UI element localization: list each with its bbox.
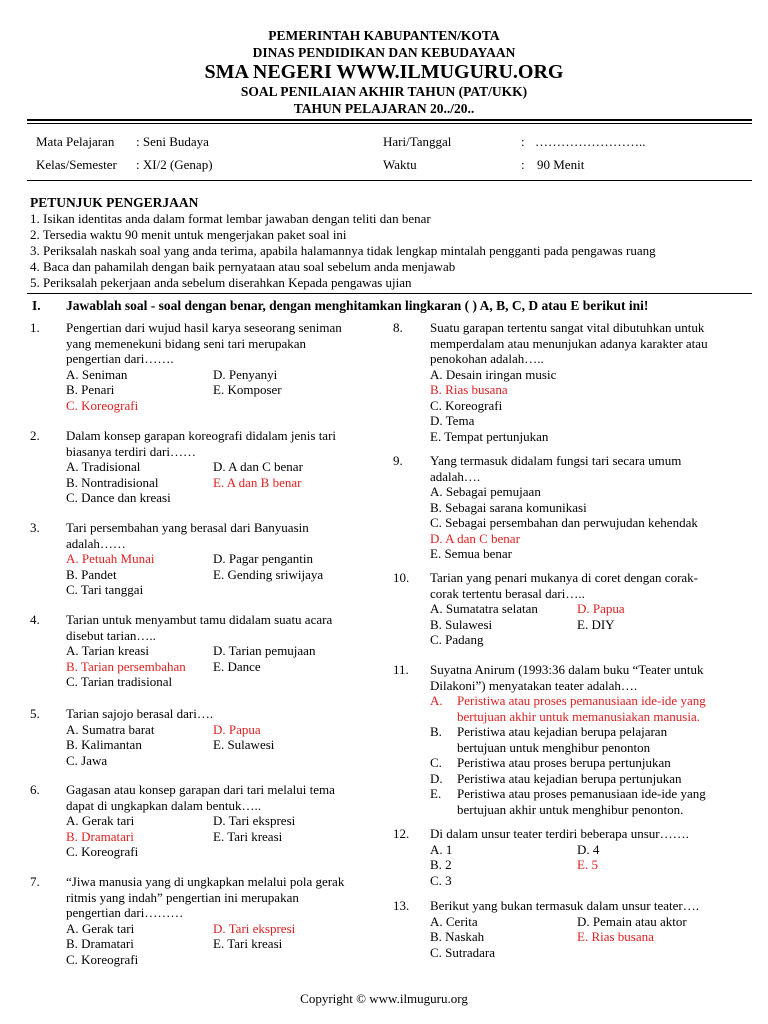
- answer-option: A. Desain iringan music: [430, 366, 557, 382]
- question-text: Gagasan atau konsep garapan dari tari melalui tema: [66, 782, 335, 797]
- day-label: Hari/Tanggal: [383, 134, 452, 149]
- subject-value: : Seni Budaya: [136, 134, 209, 149]
- answer-option: E. Gending sriwijaya: [213, 566, 324, 582]
- header-government: PEMERINTAH KABUPANTEN/KOTA: [268, 28, 500, 43]
- answer-option-text: bertujuan akhir untuk menghibur penonton.: [457, 801, 684, 817]
- answer-option: E. Dance: [213, 658, 261, 674]
- question-text: memperdalam atau menunjukan adanya karakter atau: [430, 335, 708, 351]
- answer-option: A. Seniman: [66, 366, 128, 382]
- answer-option: A. Sebagai pemujaan: [430, 484, 541, 499]
- answer-option: A. Petuah Munai: [66, 551, 155, 566]
- class-label: Kelas/Semester: [36, 157, 117, 172]
- question-text: Pengertian dari wujud hasil karya seseorang seniman: [66, 320, 342, 335]
- answer-option: E. Tari kreasi: [213, 828, 283, 844]
- section-number: I.: [32, 298, 41, 313]
- answer-option: B. Penari: [66, 382, 115, 397]
- answer-option-text: Peristiwa atau kejadian berupa pelajaran: [457, 724, 668, 739]
- question-number: 4.: [30, 612, 40, 627]
- section-title: Jawablah soal - soal dengan benar, dengan menghitamkan lingkaran ( ) A, B, C, D atau E berikut ini!: [66, 298, 649, 313]
- section-rule: [27, 293, 752, 294]
- answer-option: D. Tema: [430, 413, 475, 428]
- answer-option: E. A dan B benar: [213, 474, 302, 490]
- answer-option: B. Nontradisional: [66, 474, 159, 490]
- answer-option-letter: C.: [430, 755, 442, 770]
- answer-option: A. Gerak tari: [66, 920, 135, 936]
- question-text: Suyatna Anirum (1993:36 dalam buku “Teater untuk: [430, 662, 704, 677]
- class-value: : XI/2 (Genap): [136, 157, 213, 172]
- answer-option: C. Dance dan kreasi: [66, 490, 171, 505]
- question-text: Tarian untuk menyambut tamu didalam suatu acara: [66, 612, 333, 627]
- header-school: SMA NEGERI WWW.ILMUGURU.ORG: [204, 61, 564, 83]
- question-number: 3.: [30, 520, 40, 535]
- subject-label: Mata Pelajaran: [36, 134, 115, 149]
- answer-option: D. Papua: [213, 721, 261, 737]
- question-text: Dilakoni”) menyatakan teater adalah….: [430, 677, 638, 693]
- question-text: adalah……: [66, 535, 126, 551]
- day-value: ……………………..: [535, 134, 646, 149]
- question-text: Dalam konsep garapan koreografi didalam jenis tari: [66, 428, 337, 443]
- question-number: 13.: [393, 898, 410, 913]
- answer-option: E. Tempat pertunjukan: [430, 428, 549, 444]
- answer-option-letter: D.: [430, 770, 443, 786]
- instructions-title: PETUNJUK PENGERJAAN: [30, 195, 199, 210]
- answer-option-text: bertujuan untuk menghibur penonton: [457, 739, 651, 755]
- question-number: 5.: [30, 706, 40, 721]
- answer-option: D. Pagar pengantin: [213, 551, 314, 566]
- question-text: biasanya terdiri dari……: [66, 443, 196, 459]
- question-number: 7.: [30, 874, 40, 889]
- answer-option-letter: B.: [430, 724, 442, 739]
- question-text: pengertian dari………: [66, 905, 184, 920]
- answer-option: C. Koreografi: [430, 397, 503, 413]
- question-text: Di dalam unsur teater terdiri beberapa unsur…….: [430, 826, 689, 841]
- answer-option: C. Koreografi: [66, 844, 139, 859]
- question-number: 9.: [393, 453, 403, 468]
- answer-option-text: Peristiwa atau proses pemanusiaan ide-ide yang: [457, 693, 706, 708]
- answer-option: D. Papua: [577, 601, 625, 616]
- header-rule-top: [27, 119, 752, 121]
- answer-option: B. Sulawesi: [430, 616, 493, 632]
- instruction-item: 2. Tersedia waktu 90 menit untuk mengerjakan paket soal ini: [30, 227, 347, 242]
- answer-option: E. Sulawesi: [213, 737, 275, 752]
- header-rule-bottom: [27, 123, 752, 124]
- answer-option: D. A dan C benar: [213, 459, 303, 474]
- question-text: Tarian sajojo berasal dari….: [66, 706, 214, 721]
- question-text: Berikut yang bukan termasuk dalam unsur teater….: [430, 898, 699, 913]
- question-number: 10.: [393, 570, 410, 585]
- answer-option: C. 3: [430, 872, 452, 888]
- answer-option: B. Sebagai sarana komunikasi: [430, 499, 587, 515]
- time-label: Waktu: [383, 157, 417, 172]
- answer-option: C. Tarian tradisional: [66, 674, 173, 689]
- question-text: ritmis yang indah” pengertian ini merupakan: [66, 889, 299, 905]
- time-value: 90 Menit: [537, 157, 585, 172]
- answer-option: C. Koreografi: [66, 951, 139, 967]
- answer-option: B. Rias busana: [430, 382, 508, 397]
- answer-option: C. Jawa: [66, 752, 108, 768]
- answer-option: A. 1: [430, 841, 453, 857]
- answer-option: B. Dramatari: [66, 936, 134, 951]
- instruction-item: 4. Baca dan pahamilah dengan baik pernyataan atau soal sebelum anda menjawab: [30, 259, 456, 274]
- instruction-item: 1. Isikan identitas anda dalam format lembar jawaban dengan teliti dan benar: [30, 211, 431, 226]
- answer-option-text: Peristiwa atau kejadian berupa pertunjukan: [457, 770, 682, 786]
- question-number: 2.: [30, 428, 40, 443]
- answer-option: A. Tradisional: [66, 459, 141, 474]
- footer-copyright: Copyright © www.ilmuguru.org: [300, 991, 468, 1006]
- question-text: Suatu garapan tertentu sangat vital dibutuhkan untuk: [430, 320, 705, 335]
- question-text: dapat di ungkapkan dalam bentuk…..: [66, 797, 261, 813]
- instruction-item: 3. Periksalah naskah soal yang anda terima, apabila halamannya tidak lengkap mintalah pengganti pada pengawas ruang: [30, 243, 656, 258]
- answer-option: A. Sumatatra selatan: [430, 601, 538, 616]
- answer-option: A. Gerak tari: [66, 813, 135, 828]
- question-text: disebut tarian…..: [66, 627, 156, 643]
- answer-option: A. Sumatra barat: [66, 721, 155, 737]
- header-department: DINAS PENDIDIKAN DAN KEBUDAYAAN: [252, 45, 516, 60]
- answer-option-text: bertujuan akhir untuk memanusiakan manusia.: [457, 708, 700, 724]
- answer-option-text: Peristiwa atau proses pemanusiaan ide-ide yang: [457, 786, 706, 801]
- answer-option: E. DIY: [577, 616, 615, 632]
- question-text: corak tertentu berasal dari…..: [430, 585, 585, 601]
- answer-option: C. Padang: [430, 632, 484, 647]
- question-text: Tari persembahan yang berasal dari Banyuasin: [66, 520, 309, 535]
- answer-option: E. Tari kreasi: [213, 936, 283, 951]
- question-text: Yang termasuk didalam fungsi tari secara umum: [430, 453, 682, 468]
- answer-option: A. Tarian kreasi: [66, 643, 149, 658]
- question-number: 8.: [393, 320, 403, 335]
- question-number: 6.: [30, 782, 40, 797]
- answer-option: D. Penyanyi: [213, 366, 278, 382]
- answer-option: B. Kalimantan: [66, 737, 142, 752]
- day-colon: :: [521, 134, 525, 149]
- answer-option: D. Tarian pemujaan: [213, 643, 316, 658]
- question-text: penokohan adalah…..: [430, 351, 544, 366]
- question-number: 12.: [393, 826, 410, 841]
- answer-option: D. 4: [577, 841, 600, 857]
- answer-option: B. Tarian persembahan: [66, 658, 186, 674]
- header-exam-title: SOAL PENILAIAN AKHIR TAHUN (PAT/UKK): [240, 84, 528, 99]
- question-text: Tarian yang penari mukanya di coret dengan corak-: [430, 570, 698, 585]
- answer-option: C. Sebagai persembahan dan perwujudan kehendak: [430, 515, 698, 530]
- answer-option: D. A dan C benar: [430, 530, 520, 546]
- answer-option: E. Komposer: [213, 382, 282, 397]
- question-number: 11.: [393, 662, 409, 677]
- header-school-year: TAHUN PELAJARAN 20../20..: [293, 101, 475, 116]
- answer-option: C. Sutradara: [430, 944, 495, 960]
- answer-option: B. Naskah: [430, 929, 485, 944]
- time-colon: :: [521, 157, 525, 172]
- answer-option-letter: A.: [430, 693, 443, 708]
- answer-option: E. Rias busana: [577, 929, 654, 944]
- answer-option: C. Koreografi: [66, 397, 139, 413]
- answer-option: D. Pemain atau aktor: [577, 913, 687, 929]
- answer-option: E. Semua benar: [430, 546, 512, 561]
- answer-option: D. Tari ekspresi: [213, 920, 296, 936]
- question-text: adalah….: [430, 468, 481, 484]
- answer-option: A. Cerita: [430, 913, 478, 929]
- answer-option: B. Pandet: [66, 566, 117, 582]
- question-text: pengertian dari…….: [66, 351, 174, 366]
- answer-option: B. Dramatari: [66, 828, 134, 844]
- answer-option: D. Tari ekspresi: [213, 813, 296, 828]
- answer-option: C. Tari tanggai: [66, 582, 144, 597]
- answer-option: E. 5: [577, 857, 598, 872]
- instruction-item: 5. Periksalah pekerjaan anda sebelum diserahkan Kepada pengawas ujian: [30, 275, 412, 290]
- answer-option: B. 2: [430, 857, 452, 872]
- question-number: 1.: [30, 320, 40, 335]
- info-rule: [27, 180, 752, 181]
- question-text: yang memenekuni bidang seni tari merupakan: [66, 335, 307, 351]
- answer-option-text: Peristiwa atau proses berupa pertunjukan: [457, 755, 671, 770]
- question-text: “Jiwa manusia yang di ungkapkan melalui pola gerak: [66, 874, 345, 889]
- answer-option-letter: E.: [430, 786, 442, 801]
